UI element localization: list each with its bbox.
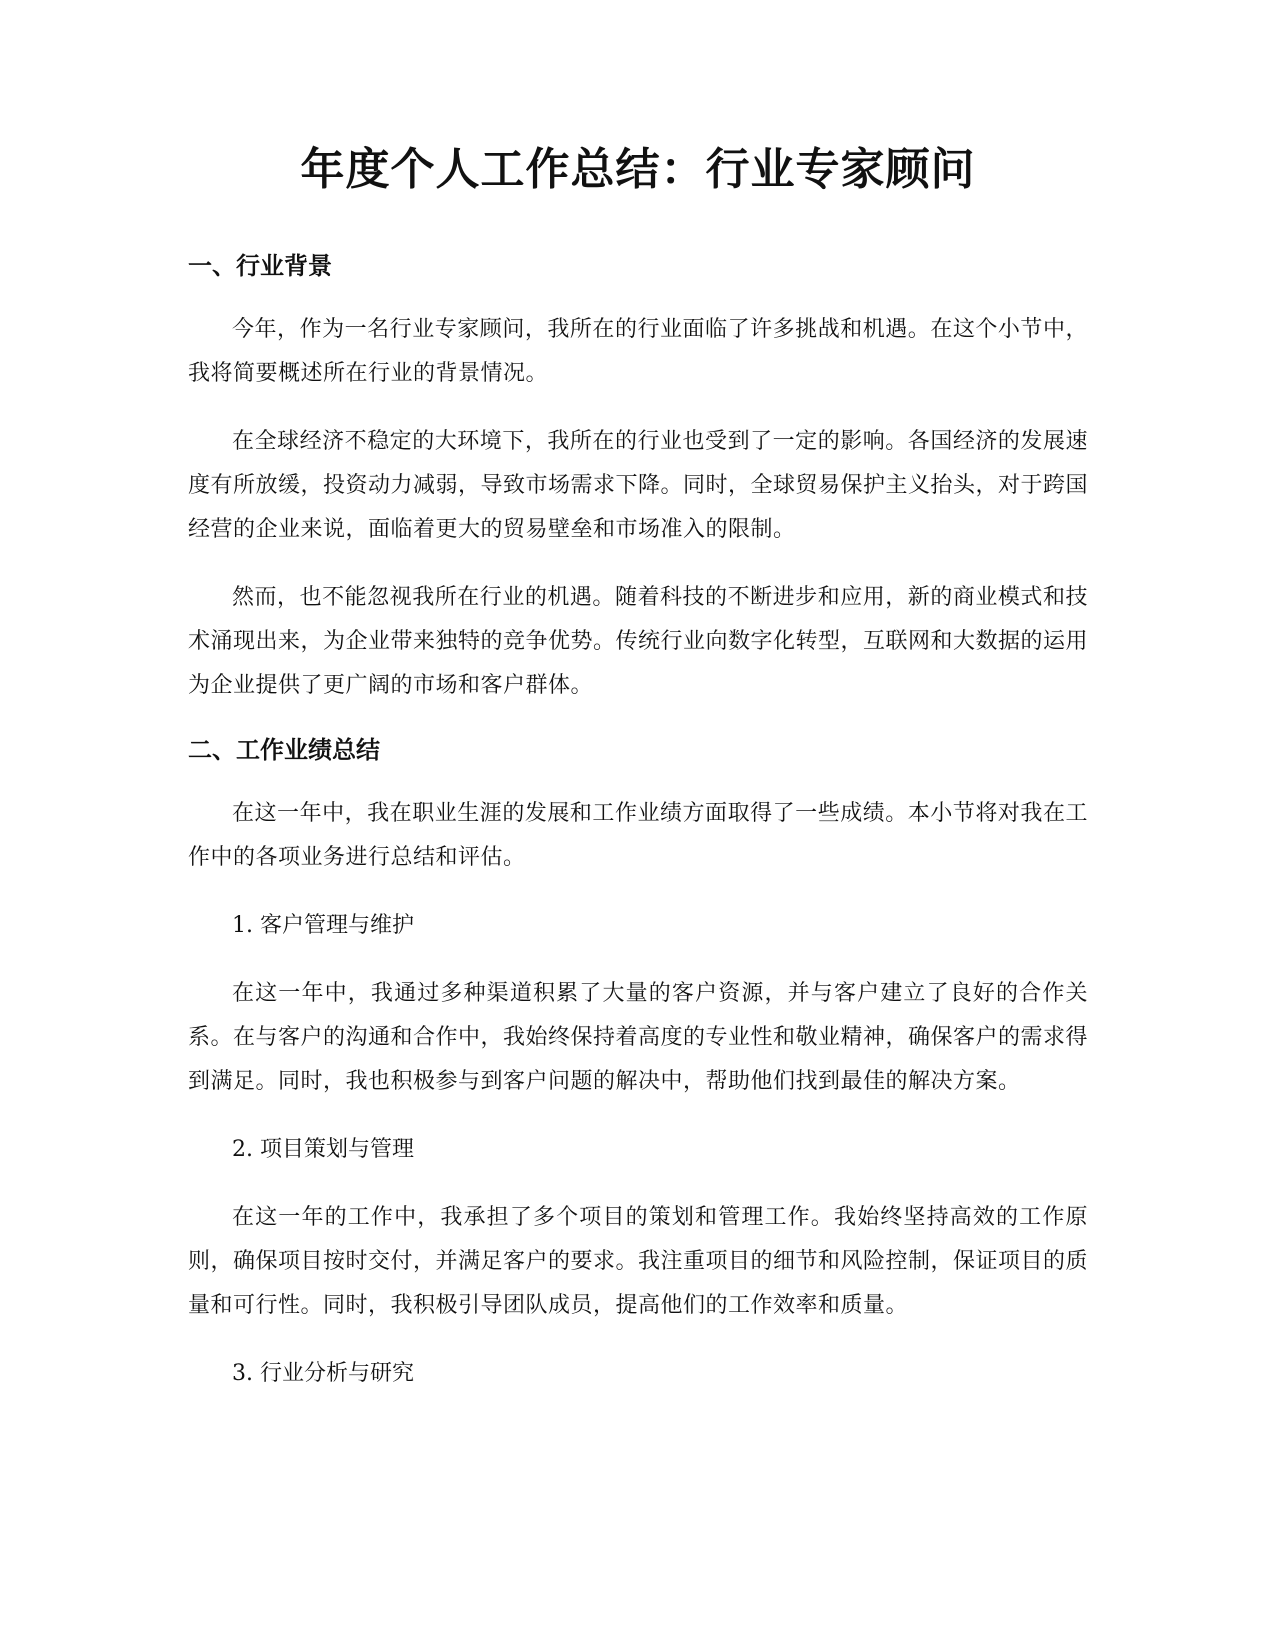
subheading-project-planning: 2. 项目策划与管理 — [232, 1137, 414, 1162]
document-content — [188, 140, 1088, 1420]
document-title: 年度个人工作总结：行业专家顾问 — [300, 144, 976, 195]
paragraph-project-planning: 在这一年的工作中，我承担了多个项目的策划和管理工作。我始终坚持高效的工作原则，确保项目按时交付，并满足客户的要求。我注重项目的细节和风险控制，保证项目的质量和可行性。同时，我积极引导团队成员，提高他们的工作效率和质量。 — [188, 1205, 1089, 1318]
paragraph-industry-background-1: 今年，作为一名行业专家顾问，我所在的行业面临了许多挑战和机遇。在这个小节中，我将简要概述所在行业的背景情况。 — [188, 317, 1088, 386]
paragraph-work-performance-intro: 在这一年中，我在职业生涯的发展和工作业绩方面取得了一些成绩。本小节将对我在工作中的各项业务进行总结和评估。 — [188, 801, 1088, 870]
paragraph-client-management: 在这一年中，我通过多种渠道积累了大量的客户资源，并与客户建立了良好的合作关系。在与客户的沟通和合作中，我始终保持着高度的专业性和敬业精神，确保客户的需求得到满足。同时，我也积极参与到客户问题的解决中，帮助他们找到最佳的解决方案。 — [188, 981, 1089, 1094]
section-heading-industry-background: 一、行业背景 — [188, 252, 332, 280]
section-industry-background — [188, 248, 1088, 708]
subheading-industry-analysis: 3. 行业分析与研究 — [232, 1361, 414, 1386]
section-work-performance-summary — [188, 732, 1088, 1396]
subheading-client-management: 1. 客户管理与维护 — [232, 913, 414, 938]
paragraph-industry-background-3: 然而，也不能忽视我所在行业的机遇。随着科技的不断进步和应用，新的商业模式和技术涌现出来，为企业带来独特的竞争优势。传统行业向数字化转型，互联网和大数据的运用为企业提供了更广阔的市场和客户群体。 — [188, 585, 1089, 698]
paragraph-industry-background-2: 在全球经济不稳定的大环境下，我所在的行业也受到了一定的影响。各国经济的发展速度有所放缓，投资动力减弱，导致市场需求下降。同时，全球贸易保护主义抬头，对于跨国经营的企业来说，面临着更大的贸易壁垒和市场准入的限制。 — [188, 429, 1089, 542]
section-heading-work-performance-summary: 二、工作业绩总结 — [188, 736, 380, 764]
